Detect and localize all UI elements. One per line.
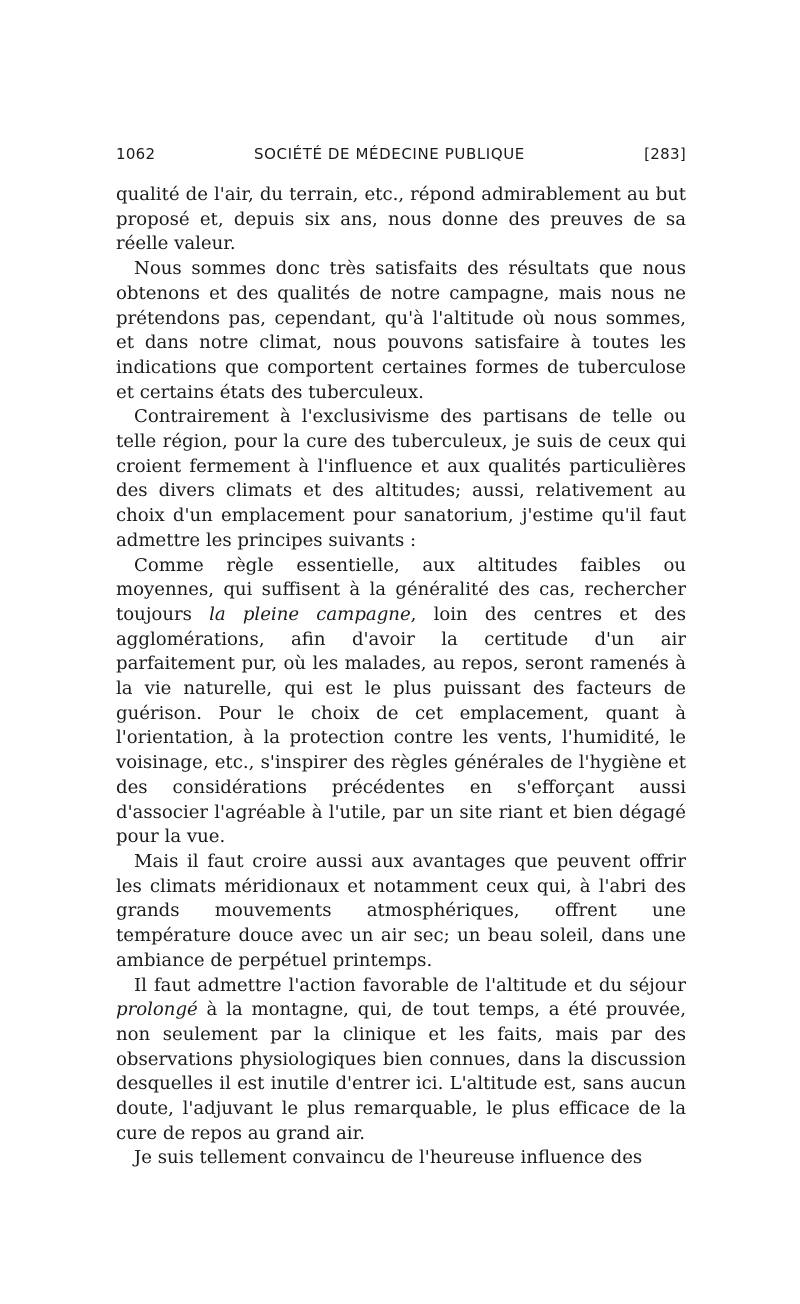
paragraph-text: Il faut admettre l'action favorable de l'altitude et du séjour: [134, 974, 686, 996]
paragraph-climats: Mais il faut croire aussi aux avantages que peuvent offrir les climats méridionaux et notamment ceux qui, à l'abri des grands mouvements atmosphériques, offrent une température douce avec un air sec; un beau soleil, dans une ambiance de perpétuel printemps.: [116, 850, 686, 971]
paragraph-text: , loin des centres et des agglomérations, afin d'avoir la certitude d'un air parfaitement pur, où les malades, au repos, seront ramenés à la vie naturelle, qui est le plus puissant des facteurs de guérison. Pour le choix de cet emplacement, quant à l'orientation, à la protection contre les vents, l'humidité, le voisinage, etc., s'inspirer des règles générales de l'hygiène et des considérations précédentes en s'efforçant aussi d'associer l'agréable à l'utile, par un site riant et bien dégagé pour la vue.: [116, 603, 686, 848]
italic-word: prolongé: [116, 999, 198, 1021]
signature-mark: [283]: [644, 145, 686, 163]
paragraph-text: Comme règle essentielle, aux altitudes faibles ou moyennes, qui suffisent à la généralité des cas, rechercher toujours: [116, 554, 686, 625]
paragraph-continued: qualité de l'air, du terrain, etc., répond admirablement au but proposé et, depuis six ans, nous donne des preuves de sa réelle valeur.: [116, 184, 686, 255]
page-number: 1062: [116, 145, 156, 163]
running-title: SOCIÉTÉ DE MÉDECINE PUBLIQUE: [254, 145, 525, 163]
running-header: [116, 143, 686, 169]
book-page: [116, 143, 686, 1171]
paragraph-text: à la montagne, qui, de tout temps, a été prouvée, non seulement par la clinique et les faits, mais par des observations physiologiques bien connues, dans la discussion desquelles il est inutile d'entrer ici. L'altitude est, sans aucun doute, l'adjuvant le plus remarquable, le plus efficace de la cure de repos au grand air.: [116, 999, 686, 1144]
paragraph-altitude: [116, 974, 686, 1147]
body-text: [116, 183, 686, 1171]
paragraph-regle-essentielle: [116, 554, 686, 850]
paragraph-satisfaits: Nous sommes donc très satisfaits des résultats que nous obtenons et des qualités de notre campagne, mais nous ne prétendons pas, cependant, qu'à l'altitude où nous sommes, et dans notre climat, nous pouvons satisfaire à toutes les indications que comportent certaines formes de tuberculose et certains états des tuberculeux.: [116, 258, 686, 403]
paragraph-convaincu: Je suis tellement convaincu de l'heureuse influence des: [134, 1147, 643, 1169]
paragraph-contrairement: Contrairement à l'exclusivisme des partisans de telle ou telle région, pour la cure des tuberculeux, je suis de ceux qui croient fermement à l'influence et aux qualités particulières des divers climats et des altitudes; aussi, relativement au choix d'un emplacement pour sanatorium, j'estime qu'il faut admettre les principes suivants :: [116, 406, 686, 551]
italic-phrase: la pleine campagne: [209, 603, 411, 625]
